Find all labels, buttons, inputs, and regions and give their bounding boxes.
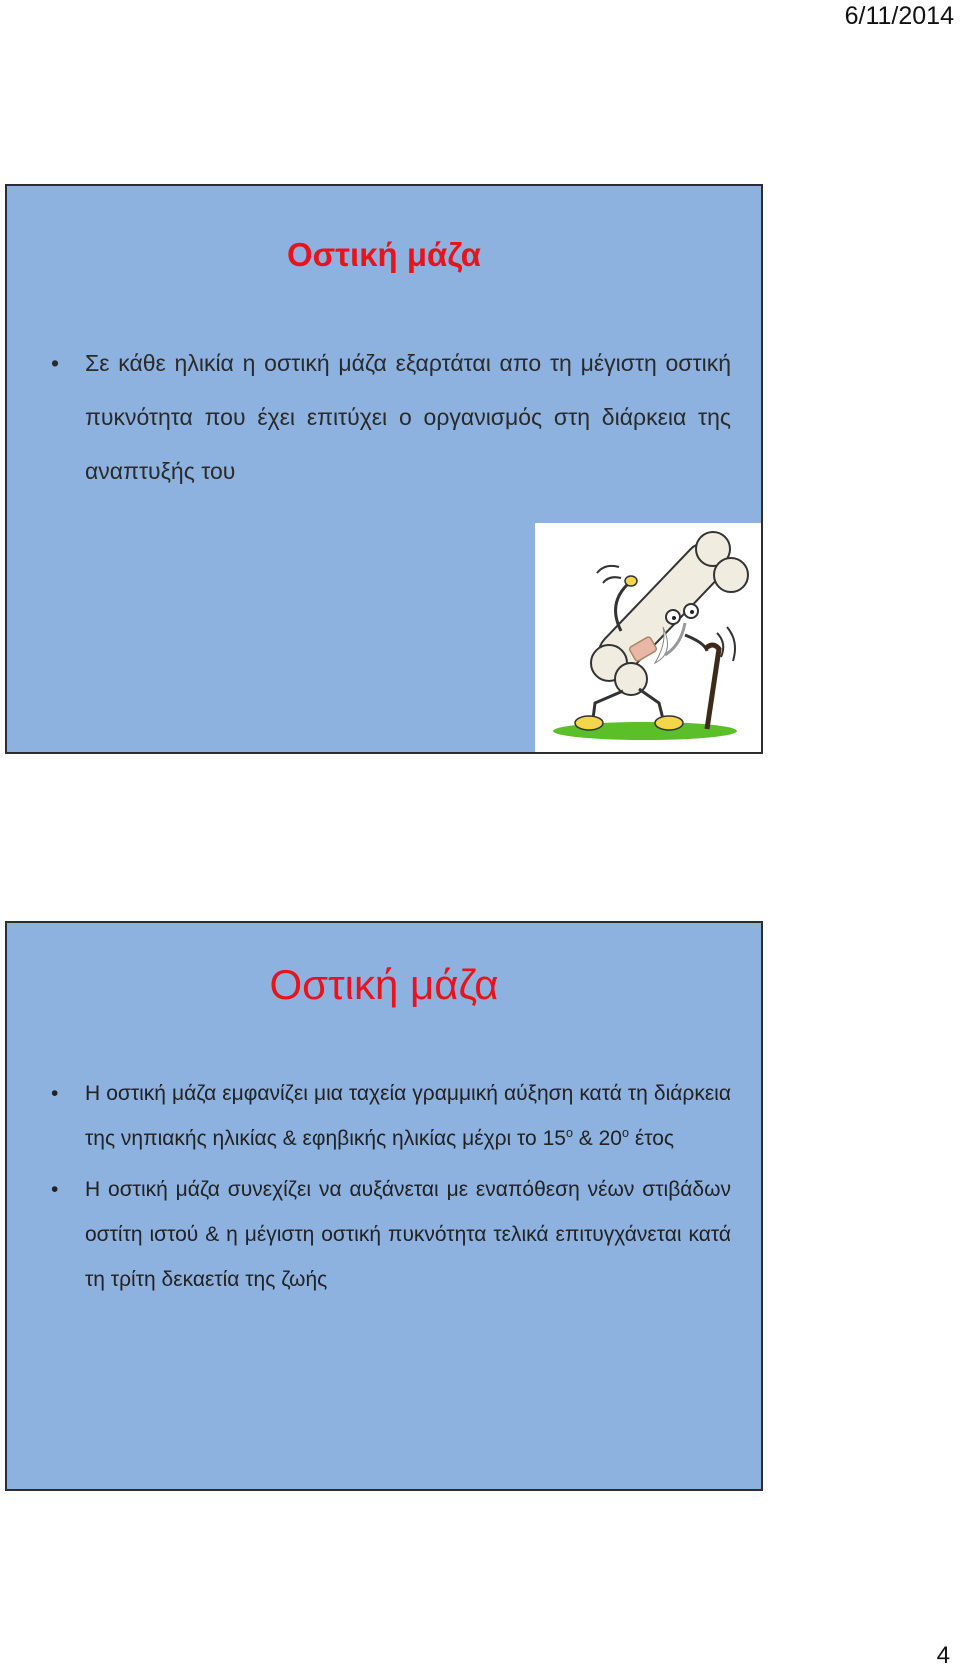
old-bone-cartoon-image (535, 523, 763, 753)
bullet-list (51, 1071, 731, 1302)
bullet-text: & 20 (572, 1127, 622, 1150)
superscript: ο (565, 1126, 573, 1140)
slide-title: Οστική μάζα (287, 236, 481, 273)
bullet-text: έτος (629, 1127, 675, 1150)
document-date: 6/11/2014 (844, 2, 954, 30)
bullet-item (51, 1071, 731, 1161)
slide-2 (5, 921, 763, 1491)
page-number: 4 (936, 1642, 950, 1669)
bullet-item: • Σε κάθε ηλικία η οστική μάζα εξαρτάται απο τη μέγιστη οστική πυκνότητα που έχει επιτύχει ο οργανισμός στη διάρκεια της αναπτυξής του (51, 336, 731, 498)
bone-with-cane-icon (535, 523, 763, 753)
bullet-list (51, 336, 731, 498)
bullet-text: Η οστική μάζα εμφανίζει μια ταχεία γραμμική αύξηση κατά τη διάρκεια της νηπιακής ηλικίας & εφηβικής ηλικίας μέχρι το 15 (85, 1082, 731, 1150)
superscript: ο (622, 1126, 630, 1140)
slide-title: Οστική μάζα (269, 961, 499, 1008)
bullet-item: • Η οστική μάζα συνεχίζει να αυξάνεται με εναπόθεση νέων στιβάδων οστίτη ιστού & η μέγιστη οστική πυκνότητα τελικά επιτυγχάνεται κατά τη τρίτη δεκαετία της ζωής (51, 1167, 731, 1302)
slide-1 (5, 184, 763, 754)
